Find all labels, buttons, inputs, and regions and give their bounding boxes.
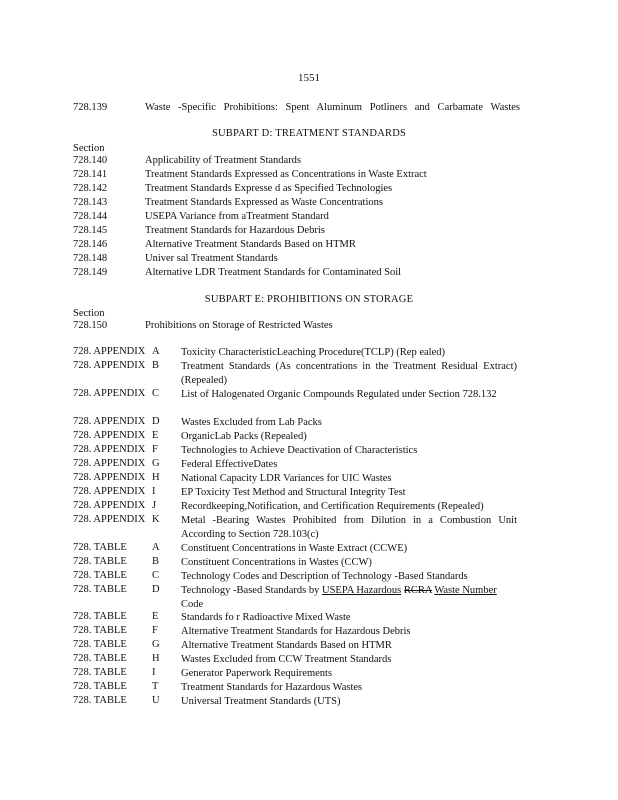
appendix-title: Treatment Standards (As concentrations in the Treatment Residual Extract) (Repealed) [181,361,517,386]
appendix-prefix: 728. APPENDIX [73,458,146,469]
section-number: 728.148 [73,253,108,264]
section-title: Treatment Standards for Hazardous Debris [145,225,325,236]
section-title: Waste -Specific Prohibitions: Spent Aluminum Potliners and Carbamate Wastes [145,102,520,113]
appendix-title: National Capacity LDR Variances for UIC Wastes [181,473,392,484]
list-item [0,267,618,280]
section-title: Prohibitions on Storage of Restricted Wastes [145,320,333,331]
section-title: Univer sal Treatment Standards [145,253,278,264]
table-title: Alternative Treatment Standards for Hazardous Debris [181,626,411,637]
table-title: Wastes Excluded from CCW Treatment Standards [181,654,392,665]
appendix-prefix: 728. APPENDIX [73,346,146,357]
underlined-insertion: Waste Number [434,585,497,596]
appendix-letter: A [152,346,160,357]
title-text: Technology -Based Standards by [181,585,322,596]
table-prefix: 728. TABLE [73,625,127,636]
table-letter: E [152,611,159,622]
table-letter: G [152,639,160,650]
section-title: Alternative LDR Treatment Standards for Contaminated Soil [145,267,402,278]
section-number: 728.149 [73,267,108,278]
appendix-prefix: 728. APPENDIX [73,430,146,441]
table-prefix: 728. TABLE [73,556,127,567]
table-letter: B [152,556,160,567]
appendix-letter: E [152,430,159,441]
section-title: Alternative Treatment Standards Based on HTMR [145,239,356,250]
table-prefix: 728. TABLE [73,639,127,650]
table-title [181,584,517,612]
appendix-letter: C [152,388,160,399]
table-prefix: 728. TABLE [73,695,127,706]
list-item [0,169,618,182]
table-prefix: 728. TABLE [73,653,127,664]
section-number: 728.150 [73,320,108,331]
section-number: 728.143 [73,197,108,208]
section-title: Applicability of Treatment Standards [145,155,302,166]
appendix-letter: G [152,458,160,469]
table-letter: A [152,542,160,553]
section-label: Section [73,308,105,319]
section-number: 728.140 [73,155,108,166]
table-prefix: 728. TABLE [73,611,127,622]
appendix-title: Recordkeeping,Notification, and Certification Requirements (Repealed) [181,501,484,512]
table-title: Treatment Standards for Hazardous Wastes [181,682,363,693]
table-title: Constituent Concentrations in Waste Extract (CCWE) [181,543,408,554]
table-letter: U [152,695,160,706]
subpart-d-heading: SUBPART D: TREATMENT STANDARDS [211,128,407,139]
appendix-prefix: 728. APPENDIX [73,514,146,525]
appendix-title: Federal EffectiveDates [181,459,278,470]
table-title: Generator Paperwork Requirements [181,668,333,679]
appendix-prefix: 728. APPENDIX [73,500,146,511]
table-letter: F [152,625,158,636]
section-number: 728.139 [73,102,108,113]
appendix-prefix: 728. APPENDIX [73,416,146,427]
section-number: 728.142 [73,183,108,194]
section-title: Treatment Standards Expresse d as Specified Technologies [145,183,393,194]
struck-deletion: RCRA [403,585,432,596]
table-prefix: 728. TABLE [73,570,127,581]
table-prefix: 728. TABLE [73,667,127,678]
table-letter: C [152,570,160,581]
table-prefix: 728. TABLE [73,584,127,595]
list-item [0,211,618,224]
table-letter: T [152,681,159,692]
section-label: Section [73,143,105,154]
appendix-letter: K [152,514,160,525]
appendix-letter: I [152,486,156,497]
underlined-insertion: USEPA Hazardous [322,585,402,596]
subpart-e-heading: SUBPART E: PROHIBITIONS ON STORAGE [204,294,414,305]
section-number: 728.141 [73,169,108,180]
table-title: Universal Treatment Standards (UTS) [181,696,341,707]
appendix-title: OrganicLab Packs (Repealed) [181,431,307,442]
appendix-title: Technologies to Achieve Deactivation of Characteristics [181,445,418,456]
appendix-letter: F [152,444,158,455]
appendix-letter: H [152,472,160,483]
table-title: Alternative Treatment Standards Based on HTMR [181,640,392,651]
appendix-letter: B [152,360,160,371]
section-number: 728.146 [73,239,108,250]
table-letter: I [152,667,156,678]
section-title: USEPA Variance from aTreatment Standard [145,211,329,222]
appendix-title: List of Halogenated Organic Compounds Regulated under Section 728.132 [181,389,497,400]
table-letter: H [152,653,160,664]
appendix-letter: D [152,416,160,427]
table-title: Constituent Concentrations in Wastes (CCW) [181,557,372,568]
table-prefix: 728. TABLE [73,542,127,553]
appendix-prefix: 728. APPENDIX [73,486,146,497]
list-item [0,183,618,196]
appendix-title: Wastes Excluded from Lab Packs [181,417,322,428]
section-number: 728.145 [73,225,108,236]
table-prefix: 728. TABLE [73,681,127,692]
list-item [0,239,618,252]
list-item [0,155,618,168]
appendix-letter: J [152,500,157,511]
section-number: 728.144 [73,211,108,222]
appendix-prefix: 728. APPENDIX [73,388,146,399]
appendix-title: Metal -Bearing Wastes Prohibited from Dilution in a Combustion Unit According to Section 728.103(c) [181,515,517,540]
section-title: Treatment Standards Expressed as Waste Concentrations [145,197,383,208]
list-item [0,253,618,266]
appendix-prefix: 728. APPENDIX [73,472,146,483]
appendix-title: Toxicity CharacteristicLeaching Procedure(TCLP) (Rep ealed) [181,347,445,358]
appendix-prefix: 728. APPENDIX [73,360,146,371]
table-letter: D [152,584,160,595]
title-text: Code [181,598,204,610]
list-item [0,197,618,210]
appendix-title: EP Toxicity Test Method and Structural Integrity Test [181,487,406,498]
appendix-prefix: 728. APPENDIX [73,444,146,455]
page-number: 1551 [298,72,320,84]
table-title: Technology Codes and Description of Technology -Based Standards [181,571,468,582]
list-item [0,320,618,333]
list-item [0,225,618,238]
section-title: Treatment Standards Expressed as Concentrations in Waste Extract [145,169,427,180]
table-title: Standards fo r Radioactive Mixed Waste [181,612,351,623]
